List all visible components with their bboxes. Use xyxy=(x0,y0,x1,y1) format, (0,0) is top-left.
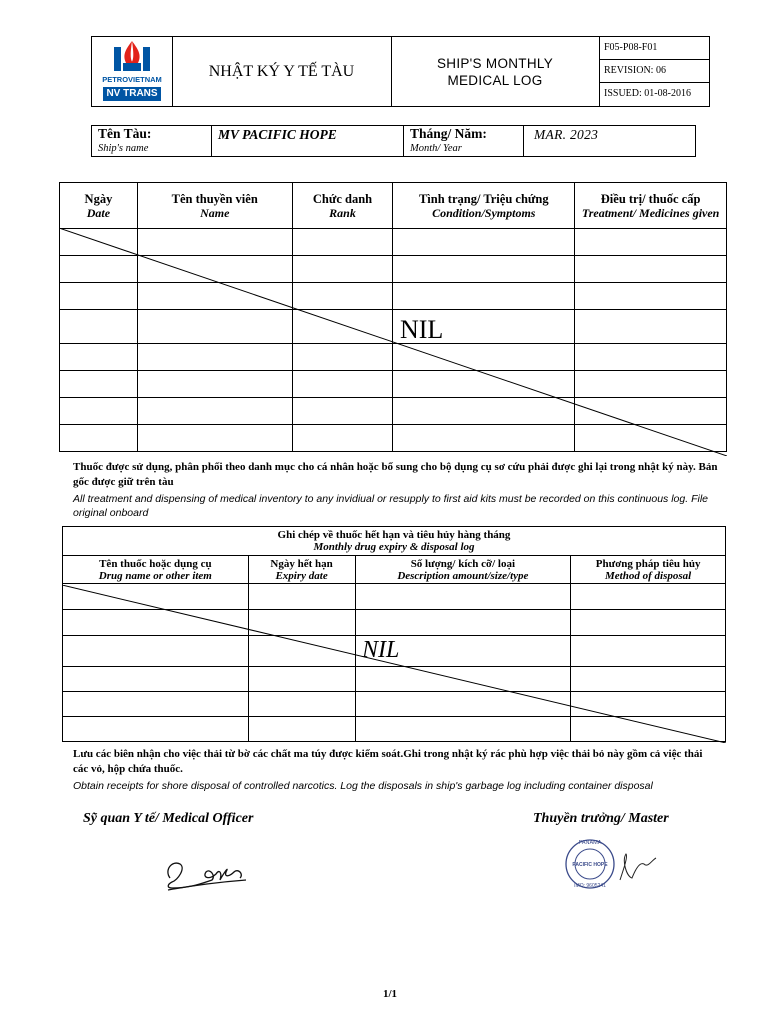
col-expiry-vn: Ngày hết hạn xyxy=(270,557,333,570)
ship-name-label xyxy=(92,126,212,156)
note1-en: All treatment and dispensing of medical inventory to any invidiual or resupply to first aid kits must be recorded on this continuous log. File original onboard xyxy=(73,493,708,519)
disposal-title-vn: Ghi chép về thuốc hết hạn và tiêu hủy hàng tháng xyxy=(277,529,511,541)
ship-stamp xyxy=(560,838,660,890)
disposal-title xyxy=(63,527,726,556)
col-treatment-en: Treatment/ Medicines given xyxy=(581,205,720,220)
note-disposal-receipts xyxy=(73,747,713,793)
stamp-top-text: PANAMA xyxy=(578,840,602,846)
medical-officer-label: Sỹ quan Y tế/ Medical Officer xyxy=(83,811,254,826)
col-rank-en: Rank xyxy=(329,205,356,220)
col-name-vn: Tên thuyền viên xyxy=(171,191,258,206)
title-en xyxy=(391,37,600,106)
note2-vn: Lưu các biên nhận cho việc thải từ bờ các chất ma túy được kiểm soát.Ghi trong nhật ký rác phù hợp việc thải bỏ này gồm cả việc thải các vỏ, hộp chứa thuốc. xyxy=(73,748,703,775)
nil-strike-line-1 xyxy=(59,228,727,456)
company-logo xyxy=(92,37,173,106)
col-drug-name xyxy=(63,556,249,584)
col-condition-en: Condition/Symptoms xyxy=(432,205,536,220)
disposal-title-row xyxy=(63,527,726,556)
page-number: 1/1 xyxy=(382,988,398,1000)
disposal-title-en: Monthly drug expiry & disposal log xyxy=(313,541,475,553)
col-description xyxy=(355,556,571,584)
title-vn: NHẬT KÝ Y TẾ TÀU xyxy=(172,37,392,106)
note2-en: Obtain receipts for shore disposal of controlled narcotics. Log the disposals in ship's garbage log including container disposal xyxy=(73,780,653,792)
title-en-line2: MEDICAL LOG xyxy=(447,72,543,88)
month-label-vn: Tháng/ Năm: xyxy=(410,126,487,141)
col-expiry xyxy=(248,556,355,584)
col-rank xyxy=(292,183,393,229)
disposal-header xyxy=(63,556,726,584)
logo-text-bottom: NV TRANS xyxy=(103,87,161,101)
month-field xyxy=(524,126,695,156)
month-label-en: Month/ Year xyxy=(410,143,462,154)
col-method-vn: Phương pháp tiêu hủy xyxy=(595,557,701,570)
document-header xyxy=(91,36,710,107)
col-description-en: Description amount/size/type xyxy=(397,569,529,582)
month-value: MAR. 2023 xyxy=(534,127,599,142)
col-condition-vn: Tình trạng/ Triệu chứng xyxy=(418,191,549,206)
nil-label-2: NIL xyxy=(362,637,400,663)
col-method-en: Method of disposal xyxy=(605,569,692,582)
issued-date: ISSUED: 01-08-2016 xyxy=(604,88,691,99)
ship-label-vn: Tên Tàu: xyxy=(98,126,152,141)
revision: REVISION: 06 xyxy=(599,60,709,83)
col-date xyxy=(60,183,138,229)
title-en-line1: SHIP'S MONTHLY xyxy=(436,55,554,71)
col-description-vn: Số lượng/ kích cỡ/ loại xyxy=(410,557,516,570)
nil-strike-line-2 xyxy=(62,585,726,743)
col-date-vn: Ngày xyxy=(84,191,113,206)
col-method xyxy=(571,556,726,584)
ship-name-field xyxy=(212,126,404,156)
col-date-en: Date xyxy=(86,205,111,220)
ship-label-en: Ship's name xyxy=(98,143,149,154)
medical-log-header xyxy=(60,183,727,229)
ship-info-row xyxy=(91,125,696,157)
form-code: F05-P08-F01 xyxy=(599,37,709,60)
ship-name-value: MV PACIFIC HOPE xyxy=(218,127,337,142)
stamp-bottom-text: IMO: 9605241 xyxy=(574,883,606,889)
col-drug-name-vn: Tên thuốc hoặc dụng cụ xyxy=(99,557,212,570)
col-name xyxy=(137,183,292,229)
logo-text-top: PETROVIETNAM xyxy=(102,75,162,84)
form-codes xyxy=(599,37,709,106)
nil-label-1: NIL xyxy=(400,315,444,344)
master-label: Thuyền trưởng/ Master xyxy=(533,811,669,826)
month-label xyxy=(404,126,524,156)
medical-officer-signature xyxy=(160,850,250,895)
stamp-center-text: PACIFIC HOPE xyxy=(572,862,608,868)
col-condition xyxy=(393,183,575,229)
col-drug-name-en: Drug name or other item xyxy=(98,569,212,582)
col-treatment-vn: Điều trị/ thuốc cấp xyxy=(600,191,701,206)
note-record-treatment xyxy=(73,460,723,520)
note1-vn: Thuốc được sử dụng, phân phối theo danh mục cho cá nhân hoặc bổ sung cho bộ dụng cụ sơ cứu phải được ghi lại trong nhật ký này. Bản gốc được giữ trên tàu xyxy=(73,461,718,488)
col-treatment xyxy=(575,183,727,229)
col-expiry-en: Expiry date xyxy=(275,569,328,582)
col-name-en: Name xyxy=(200,205,230,220)
col-rank-vn: Chức danh xyxy=(312,191,373,206)
